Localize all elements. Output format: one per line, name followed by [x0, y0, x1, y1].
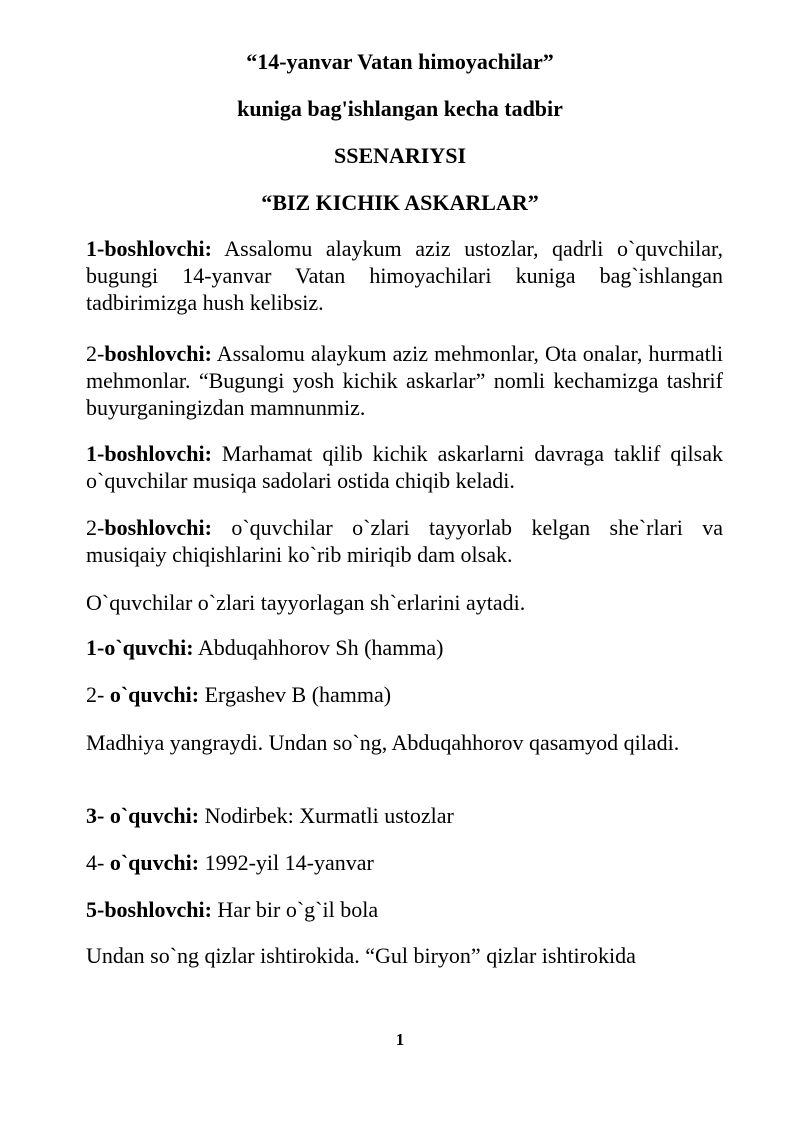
paragraph — [86, 729, 723, 756]
paragraph — [86, 942, 723, 969]
speaker-prefix: 2- — [86, 515, 105, 540]
title-line-1: “14-yanvar Vatan himoyachilar” — [246, 49, 554, 74]
paragraph — [86, 440, 723, 494]
speaker-label: 1-boshlovchi: — [86, 236, 212, 261]
speaker-label: 5-boshlovchi: — [86, 897, 212, 922]
paragraph-text: Marhamat qilib kichik askarlarni davraga taklif qilsak o`quvchilar musiqa sadolari ostida chiqib keladi. — [86, 441, 723, 493]
paragraph-text: Madhiya yangraydi. Undan so`ng, Abduqahhorov qasamyod qiladi. — [86, 730, 680, 755]
speaker-label: 1-boshlovchi: — [86, 441, 212, 466]
title-line-3: SSENARIYSI — [333, 143, 467, 168]
paragraph-text: Har bir o`g`il bola — [211, 897, 379, 922]
paragraph-text: 1992-yil 14-yanvar — [199, 850, 374, 875]
speaker-label: o`quvchi: — [109, 850, 200, 875]
speaker-label: boshlovchi: — [104, 515, 212, 540]
paragraph-text: Assalomu alaykum aziz ustozlar, qadrli o`quvchilar, bugungi 14-yanvar Vatan himoyachilari kuniga bag`ishlangan tadbirimizga hush kelibsiz. — [86, 236, 723, 315]
title-line-2: kuniga bag'ishlangan kecha tadbir — [237, 96, 563, 121]
paragraph — [86, 235, 723, 316]
paragraph — [86, 634, 723, 661]
paragraph — [86, 896, 723, 923]
paragraph-text: O`quvchilar o`zlari tayyorlagan sh`erlarini aytadi. — [86, 590, 526, 615]
title-line-4: “BIZ KICHIK ASKARLAR” — [261, 190, 539, 215]
paragraph-text: Undan so`ng qizlar ishtirokida. “Gul biryon” qizlar ishtirokida — [86, 943, 636, 968]
paragraph — [86, 589, 723, 616]
paragraph-text: Nodirbek: Xurmatli ustozlar — [199, 803, 454, 828]
paragraph-text: Assalomu alaykum aziz mehmonlar, Ota onalar, hurmatli mehmonlar. “Bugungi yosh kichik askarlar” nomli kechamizga tashrif buyurganingizdan mamnunmiz. — [86, 341, 723, 420]
paragraph-text: Abduqahhorov Sh (hamma) — [193, 635, 444, 660]
speaker-prefix: 2- — [86, 682, 110, 707]
speaker-label: boshlovchi: — [104, 341, 212, 366]
paragraph-text: o`quvchilar o`zlari tayyorlab kelgan she`rlari va musiqaiy chiqishlarini ko`rib miriqib dam olsak. — [86, 515, 723, 567]
speaker-prefix: 4- — [86, 850, 110, 875]
paragraph — [86, 849, 723, 876]
paragraph — [86, 514, 723, 568]
paragraph — [86, 681, 723, 708]
speaker-prefix: 2- — [86, 341, 105, 366]
paragraph-text: Ergashev B (hamma) — [199, 682, 392, 707]
paragraph — [86, 340, 723, 421]
page-number: 1 — [395, 1030, 405, 1049]
speaker-label: 1-o`quvchi: — [86, 635, 194, 660]
speaker-label: 3- o`quvchi: — [86, 803, 200, 828]
paragraph — [86, 802, 723, 829]
speaker-label: o`quvchi: — [109, 682, 200, 707]
